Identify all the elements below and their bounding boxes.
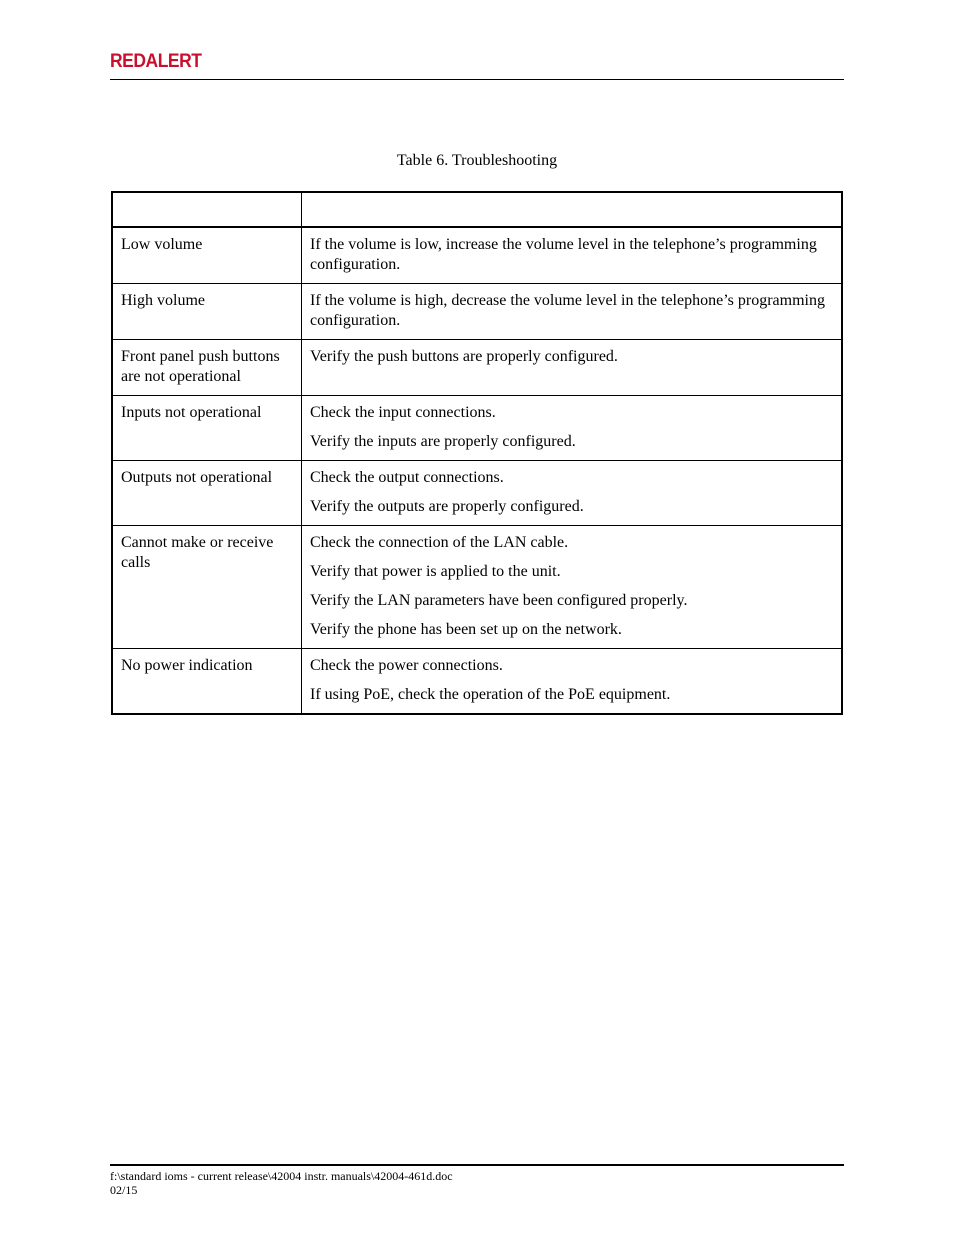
redalert-logo: REDALERT [110,51,202,72]
problem-cell: Inputs not operational [113,396,302,460]
solution-step: Verify the LAN parameters have been configured properly. [310,592,688,609]
solution-step: Verify the outputs are properly configured. [310,498,584,515]
solution-step: Check the connection of the LAN cable. [310,534,569,551]
problem-cell: No power indication [113,649,302,713]
table-body [113,228,841,713]
table-row [113,228,841,283]
solution-cell [302,284,841,339]
solution-cell [302,649,841,713]
table-caption: Table 6. Troubleshooting [396,152,558,169]
problem-cell: Outputs not operational [113,461,302,525]
table-row [113,460,841,525]
solution-step: If the volume is low, increase the volume level in the telephone’s programming configuration. [310,236,817,273]
solution-step: Check the output connections. [310,469,504,486]
solution-step: Check the input connections. [310,404,496,421]
table-row [113,395,841,460]
table-row [113,525,841,648]
solution-cell [302,526,841,648]
problem-cell: Front panel push buttons are not operational [113,340,302,395]
solution-step: If the volume is high, decrease the volume level in the telephone’s programming configuration. [310,292,825,329]
solution-cell [302,340,841,395]
solution-cell [302,396,841,460]
footer [110,1169,453,1197]
footer-file-path: f:\standard ioms - current release\42004 instr. manuals\42004-461d.doc [110,1169,453,1183]
problem-cell: Low volume [113,228,302,283]
solution-step: Verify the push buttons are properly configured. [310,348,618,365]
footer-date: 02/15 [110,1183,138,1197]
problem-cell: High volume [113,284,302,339]
solution-cell [302,461,841,525]
solution-step: Verify that power is applied to the unit. [310,563,561,580]
table-row [113,283,841,339]
header-cell-problem [113,193,302,226]
table-header-row [113,193,841,228]
solution-step: Check the power connections. [310,657,503,674]
table-row [113,648,841,713]
problem-cell: Cannot make or receive calls [113,526,302,648]
solution-step: Verify the inputs are properly configured. [310,433,576,450]
table-row [113,339,841,395]
solution-step: Verify the phone has been set up on the network. [310,621,622,638]
header-divider [110,79,844,80]
solution-cell [302,228,841,283]
troubleshooting-table [111,191,843,715]
solution-step: If using PoE, check the operation of the PoE equipment. [310,686,671,703]
header-cell-solution [302,193,841,226]
footer-divider [110,1164,844,1166]
